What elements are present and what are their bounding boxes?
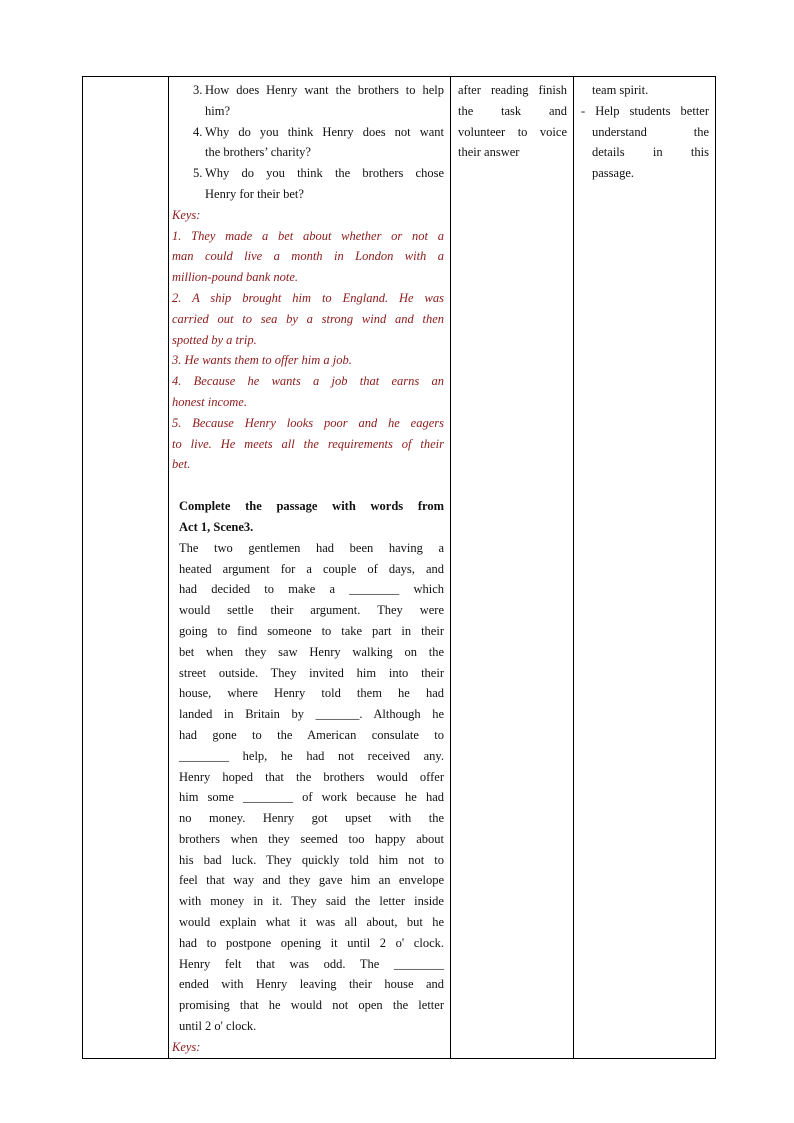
passage-line: until 2 o' clock. <box>179 1019 257 1034</box>
passage-line: heated argument for a couple of days, and <box>179 561 444 576</box>
key-line: spotted by a trip. <box>172 332 257 347</box>
keys2-label: Keys: <box>172 1039 201 1054</box>
passage-heading: Complete the passage with words from <box>179 499 444 514</box>
key-line: million-pound bank note. <box>172 270 299 285</box>
passage-line: no money. Henry got upset with the <box>179 811 444 826</box>
passage-line: had gone to the American consulate to <box>179 727 444 742</box>
activity-line: their answer <box>458 145 520 160</box>
passage-line: Henry hoped that the brothers would offer <box>179 769 444 784</box>
passage-section <box>169 496 450 1037</box>
stage-cell <box>83 77 169 1059</box>
purpose-cell <box>574 77 716 1059</box>
passage-line: him some ________ of work because he had <box>179 790 444 805</box>
passage-line: landed in Britain by _______. Although he <box>179 707 444 722</box>
purpose-line: passage. <box>592 166 634 181</box>
key-line: 3. He wants them to offer him a job. <box>172 353 352 368</box>
activity-line: volunteer to voice <box>458 124 567 139</box>
passage-line: ended with Henry leaving their house and <box>179 977 444 992</box>
passage-line: Henry felt that was odd. The ________ <box>179 956 444 971</box>
key-line: 4. Because he wants a job that earns an <box>172 374 444 389</box>
passage-line: bet when they saw Henry walking on the <box>179 644 444 659</box>
activity-line: the task and <box>458 103 567 118</box>
question-4-cont: the brothers’ charity? <box>205 145 311 160</box>
procedure-cell <box>169 77 451 1059</box>
passage-heading-cont: Act 1, Scene3. <box>179 519 254 534</box>
activity-line: after reading finish <box>458 83 567 97</box>
passage-line: going to find someone to take part in their <box>179 623 444 638</box>
key-line: 2. A ship brought him to England. He was <box>172 290 444 305</box>
key-line: 1. They made a bet about whether or not a <box>172 228 444 243</box>
passage-line: ________ help, he had not received any. <box>179 748 444 763</box>
purpose-line: - Help students better <box>581 103 709 118</box>
key-line: man could live a month in London with a <box>172 249 444 264</box>
keys-label: Keys: <box>172 207 201 222</box>
question-5-cont: Henry for their bet? <box>205 186 304 201</box>
purpose-line: understand the <box>592 124 709 139</box>
key-line: bet. <box>172 457 191 472</box>
answer-keys <box>169 205 450 475</box>
key-line: carried out to sea by a strong wind and then <box>172 311 444 326</box>
question-3-cont: him? <box>205 103 230 118</box>
passage-line: would settle their argument. They were <box>179 603 444 618</box>
question-4: 4. Why do you think Henry does not want <box>193 124 444 139</box>
passage-line: house, where Henry told them he had <box>179 686 444 701</box>
table-row <box>83 77 716 1059</box>
passage-line: feel that way and they gave him an envelope <box>179 873 444 888</box>
question-3: 3. How does Henry want the brothers to help <box>193 83 444 97</box>
passage-line: had decided to make a ________ which <box>179 582 444 597</box>
passage-line: would explain what it was all about, but he <box>179 915 444 930</box>
spacer <box>169 475 450 496</box>
passage-line: promising that he would not open the letter <box>179 998 444 1013</box>
student-activity-cell <box>451 77 574 1059</box>
lesson-plan-table <box>82 76 716 1059</box>
question-5: 5. Why do you think the brothers chose <box>193 166 444 181</box>
passage-line: had to postpone opening it until 2 o' clock. <box>179 935 444 950</box>
passage-line: brothers when they seemed too happy about <box>179 831 444 846</box>
key-line: honest income. <box>172 394 247 409</box>
key-line: 5. Because Henry looks poor and he eagers <box>172 415 444 430</box>
key-line: to live. He meets all the requirements of their <box>172 436 444 451</box>
passage-line: The two gentlemen had been having a <box>179 540 444 555</box>
passage-line: with money in it. They said the letter inside <box>179 894 444 909</box>
purpose-line: details in this <box>592 145 709 160</box>
passage-line: street outside. They invited him into their <box>179 665 444 680</box>
purpose-line: team spirit. <box>592 83 649 97</box>
question-list <box>169 77 450 205</box>
passage-line: his bad luck. They quickly told him not to <box>179 852 444 867</box>
